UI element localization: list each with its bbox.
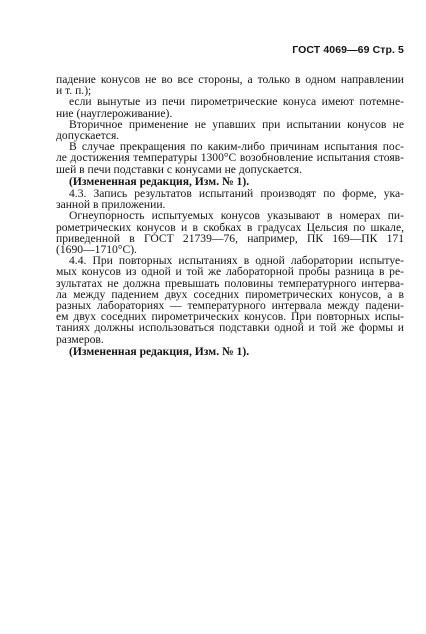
text-line: занной в приложении. <box>56 198 166 212</box>
amendment-note-line: (Измененная редакция, Изм. № 1). <box>69 174 250 188</box>
text-line: таниях должны использоваться подставки одной и той же формы и <box>56 321 404 335</box>
text-line: рометрических конусов и в скобках в градусах Цельсия по шкале, <box>56 220 404 234</box>
text-line: шей в печи подставки с конусами не допускается. <box>56 162 303 176</box>
text-line: зультатах не должна превышать половины температурного интерва- <box>56 276 404 290</box>
document-body <box>56 74 404 357</box>
paragraph <box>56 210 404 255</box>
text-line: В случае прекращения по каким-либо причинам испытания пос- <box>69 140 404 154</box>
paragraph <box>56 188 404 210</box>
paragraph <box>56 96 404 118</box>
text-line: приведенной в ГОСТ 21739—76, например, ПК 169—ПК 171 <box>56 231 404 245</box>
amendment-note <box>56 346 404 357</box>
text-line: (1690—1710°С). <box>56 243 137 257</box>
paragraph <box>56 74 404 96</box>
text-line: ла между падением двух соседних пирометрических конусов, а в <box>56 287 404 301</box>
text-line: разных лабораториях — температурного интервала между падени- <box>56 299 404 313</box>
amendment-note-line: (Измененная редакция, Изм. № 1). <box>69 344 250 358</box>
text-line: мых конусов из одной и той же лабораторной пробы разница в ре- <box>56 265 404 279</box>
text-line: если вынутые из печи пирометрические конуса имеют потемне- <box>69 95 404 109</box>
paragraph <box>56 119 404 141</box>
text-line: Огнеупорность испытуемых конусов указывают в номерах пи- <box>69 209 404 223</box>
paragraph <box>56 141 404 175</box>
text-line: допускается. <box>56 129 120 143</box>
text-line: размеров. <box>56 332 104 346</box>
text-line: 4.4. При повторных испытаниях в одной лаборатории испытуе- <box>69 254 404 268</box>
paragraph <box>56 255 404 345</box>
amendment-note <box>56 176 404 187</box>
text-line: и т. п.); <box>56 84 92 98</box>
text-line: падение конусов не во все стороны, а только в одном направлении <box>56 73 404 86</box>
text-line: ем двух соседних пирометрических конусов. При повторных испы- <box>56 310 404 324</box>
text-line: ние (науглероживание). <box>56 106 173 120</box>
page-header: ГОСТ 4069—69 Стр. 5 <box>292 44 404 56</box>
text-line: ле достижения температуры 1300°С возобновление испытания стояв- <box>56 151 404 165</box>
text-line: Вторичное применение не упавших при испытании конусов не <box>69 117 404 131</box>
text-line: 4.3. Запись результатов испытаний производят по форме, ука- <box>69 187 404 201</box>
